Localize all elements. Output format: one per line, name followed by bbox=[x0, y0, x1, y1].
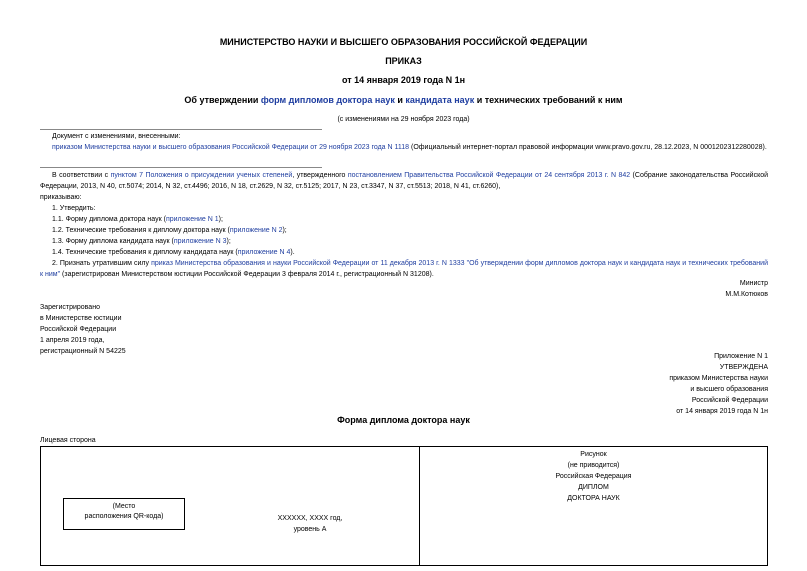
basis-text-b: , утвержденного bbox=[292, 172, 348, 179]
form-right-content bbox=[420, 447, 767, 504]
item-1-4-text: 1.4. Технические требования к диплому кандидата наук ( bbox=[52, 249, 238, 256]
item-2-text: 2. Признать утратившим силу bbox=[52, 260, 152, 267]
item-1-2-end: ); bbox=[282, 227, 287, 234]
doc-type: ПРИКАЗ bbox=[385, 56, 422, 66]
changes-label: Документ с изменениями, внесенными: bbox=[52, 133, 181, 140]
basis-text-c: (Собрание законодательства Российской Федерации, 2013, N 40, ст.5074; 2014, N 32, ст.4496; 2016, N 18, ст.2629, N 32, ст.5125; 2017, N 23, ст.3347, N 37, ст.5513; 2018, N 41, ст.6260), bbox=[40, 172, 769, 190]
reg-line-2: в Министерстве юстиции bbox=[40, 315, 122, 322]
form-title: Форма диплома доктора наук bbox=[337, 415, 470, 425]
registration-block bbox=[40, 302, 240, 357]
reg-line-3: Российской Федерации bbox=[40, 326, 117, 333]
title-mid: и bbox=[394, 95, 406, 105]
basis-link-clause7[interactable]: пунктом 7 Положения о присуждении ученых степеней bbox=[110, 172, 293, 179]
changes-text bbox=[40, 142, 768, 153]
item-1-1 bbox=[40, 214, 768, 225]
doc-title bbox=[0, 95, 807, 105]
appendix-1-link[interactable]: приложение N 1 bbox=[165, 216, 219, 223]
form-right-cell bbox=[420, 447, 768, 566]
right-line-3: Российская Федерация bbox=[555, 473, 632, 480]
item-1-2-text: 1.2. Технические требования к диплому доктора наук ( bbox=[52, 227, 230, 234]
title-link-doctor-forms[interactable]: форм дипломов доктора наук bbox=[260, 95, 395, 105]
title-suffix: и технических требований к ним bbox=[474, 95, 623, 105]
item-1-2 bbox=[40, 225, 768, 236]
divider-bottom bbox=[40, 167, 322, 168]
order-body bbox=[40, 170, 768, 280]
right-line-4: ДИПЛОМ bbox=[578, 484, 609, 491]
revision-note: (с изменениями на 29 ноября 2023 года) bbox=[337, 116, 470, 123]
reg-line-4: 1 апреля 2019 года, bbox=[40, 337, 105, 344]
appendix-3-link[interactable]: приложение N 3 bbox=[173, 238, 227, 245]
item-1-3 bbox=[40, 236, 768, 247]
diploma-code bbox=[250, 513, 370, 535]
code-line-1: XXXXXX, XXXX год, bbox=[277, 515, 343, 522]
item-2 bbox=[40, 258, 768, 280]
reg-line-5: регистрационный N 54225 bbox=[40, 348, 126, 355]
minister-position: Министр bbox=[739, 280, 768, 287]
appendix-line-3: приказом Министерства науки bbox=[669, 375, 768, 382]
appendix-line-1: Приложение N 1 bbox=[714, 353, 768, 360]
qr-code-placeholder bbox=[63, 498, 185, 530]
doc-date-number: от 14 января 2019 года N 1н bbox=[341, 75, 466, 85]
title-prefix: Об утверждении bbox=[184, 95, 261, 105]
item-1-3-text: 1.3. Форму диплома кандидата наук ( bbox=[52, 238, 174, 245]
title-link-candidate[interactable]: кандидата наук bbox=[405, 95, 475, 105]
side-label: Лицевая сторона bbox=[40, 437, 96, 444]
item-2-end: (зарегистрирован Министерством юстиции Российской Федерации 3 февраля 2014 г., регистрационный N 31208). bbox=[60, 271, 434, 278]
basis-text-a: В соответствии с bbox=[52, 172, 111, 179]
signature-block bbox=[560, 278, 768, 300]
appendix-block bbox=[560, 351, 768, 417]
reg-line-1: Зарегистрировано bbox=[40, 304, 100, 311]
changes-block bbox=[40, 131, 768, 153]
ministry-heading: МИНИСТЕРСТВО НАУКИ И ВЫСШЕГО ОБРАЗОВАНИЯ РОССИЙСКОЙ ФЕДЕРАЦИИ bbox=[219, 37, 588, 47]
item-1-1-text: 1.1. Форму диплома доктора наук ( bbox=[52, 216, 166, 223]
basis-paragraph bbox=[40, 170, 768, 192]
repealed-order-link[interactable]: приказ Министерства образования и науки Российской Федерации от 11 декабря 2013 г. N 1333 "Об утверждении форм дипломов доктора наук и кандидата наук и технических требований к ним" bbox=[40, 260, 768, 278]
item-1-4-end: ). bbox=[290, 249, 295, 256]
right-line-1: Рисунок bbox=[580, 451, 607, 458]
appendix-line-4: и высшего образования bbox=[690, 386, 768, 393]
right-line-2: (не приводится) bbox=[567, 462, 620, 469]
approve-line: 1. Утвердить: bbox=[52, 205, 96, 212]
right-line-5: ДОКТОРА НАУК bbox=[567, 495, 620, 502]
qr-line-1: (Место bbox=[112, 503, 136, 510]
qr-line-2: расположения QR-кода) bbox=[84, 513, 164, 520]
code-line-2: уровень А bbox=[293, 526, 327, 533]
minister-name: М.М.Котюков bbox=[725, 291, 768, 298]
appendix-line-2: УТВЕРЖДЕНА bbox=[719, 364, 768, 371]
orders-line: приказываю: bbox=[40, 194, 82, 201]
appendix-line-5: Российской Федерации bbox=[691, 397, 768, 404]
appendix-4-link[interactable]: приложение N 4 bbox=[237, 249, 291, 256]
item-1-1-end: ); bbox=[218, 216, 223, 223]
changes-link[interactable]: приказом Министерства науки и высшего образования Российской Федерации от 29 ноября 2023 года N 1118 bbox=[52, 144, 410, 151]
changes-rest: (Официальный интернет-портал правовой информации www.pravo.gov.ru, 28.12.2023, N 0001202312280028). bbox=[409, 144, 767, 151]
item-1-3-end: ); bbox=[226, 238, 231, 245]
basis-link-decree842[interactable]: постановлением Правительства Российской Федерации от 24 сентября 2013 г. N 842 bbox=[347, 172, 631, 179]
appendix-line-6: от 14 января 2019 года N 1н bbox=[676, 408, 768, 415]
divider-top bbox=[40, 129, 322, 130]
appendix-2-link[interactable]: приложение N 2 bbox=[229, 227, 283, 234]
item-1-4 bbox=[40, 247, 768, 258]
